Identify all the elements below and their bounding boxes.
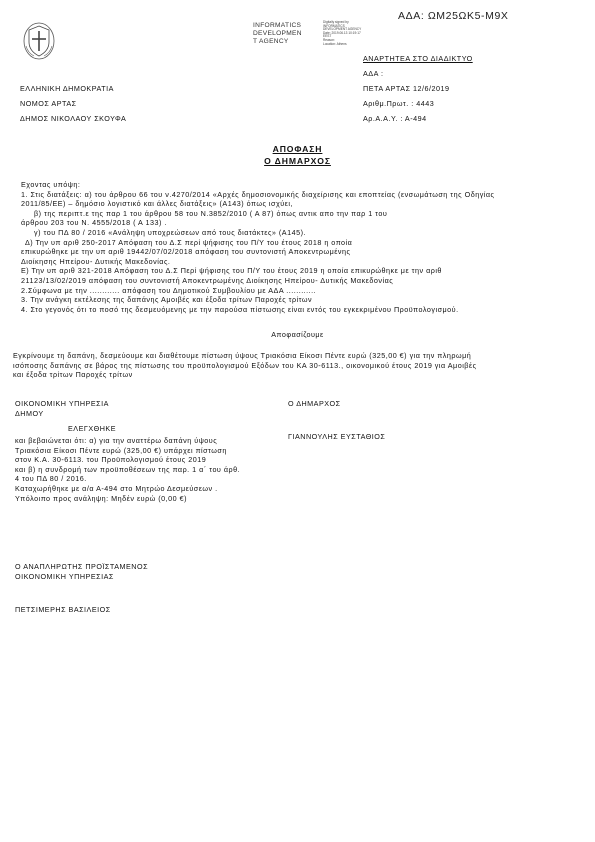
mayor-role: Ο ΔΗΜΑΡΧΟΣ: [288, 399, 341, 408]
stamp-detail-line: DEVELOPMENT AGENCY: [323, 27, 362, 32]
country-line: ΕΛΛΗΝΙΚΗ ΔΗΜΟΚΡΑΤΙΑ: [20, 84, 114, 93]
publish-online-label: ΑΝΑΡΤΗΤΕΑ ΣΤΟ ΔΙΑΔΙΚΤΥΟ: [363, 54, 473, 63]
checked-label: ΕΛΕΓΧΘΗΚΕ: [68, 424, 117, 433]
consideration-line: β) της περιπτ.ε της παρ 1 του άρθρου 58 του Ν.3852/2010 ( Α 87) όπως αντικ απο την παρ 1 του: [34, 208, 388, 218]
deputy-head-service: ΟΙΚΟΝΟΜΙΚΗ ΥΠΗΡΕΣΙΑΣ: [15, 572, 114, 581]
ada-field: ΑΔΑ :: [363, 69, 384, 78]
consideration-line: 1. Στις διατάξεις: α) του άρθρου 66 του ν.4270/2014 «Αρχές δημοσιονομικής διαχείρισης και εποπτείας (ενσωμάτωση της Οδηγίας: [21, 189, 495, 199]
document-title: ΑΠΟΦΑΣΗ: [272, 144, 323, 154]
consideration-line: επικυρώθηκε με την υπ αριθ 19442/07/02/2018 απόφαση του συντονιστή Αποκεντρωμένης: [21, 247, 351, 257]
considerations-intro: Εχοντας υπόψη:: [21, 180, 81, 189]
prefecture-line: ΝΟΜΟΣ ΑΡΤΑΣ: [20, 99, 77, 108]
decision-line: και έξοδα τρίτων Παροχές τρίτων: [13, 370, 133, 380]
consideration-line: 4. Στο γεγονός ότι το ποσό της δεσμευόμενης με την παρούσα πίστωσης είναι εντός του εγκεκριμένου Προϋπολογισμού.: [21, 304, 459, 314]
stamp-line: T AGENCY: [253, 38, 289, 46]
deputy-head-block: [15, 562, 148, 582]
decision-line: ισόποσης δαπάνης σε βάρος της πίστωσης του προϋπολογισμού Εξόδων του ΚΑ 30-6113., οικονομικού έτους 2019 για Αμοιβές: [13, 360, 477, 370]
stamp-detail-line: Date: 2019.06.13 10:19:17: [323, 30, 361, 35]
consideration-line: 2011/85/ΕΕ) – δημόσιο λογιστικό και άλλες διατάξεις» (Α143) όπως ισχύει,: [21, 199, 293, 209]
financial-service-label: ΟΙΚΟΝΟΜΙΚΗ ΥΠΗΡΕΣΙΑ: [15, 399, 109, 408]
consideration-line: 3. Την ανάγκη εκτέλεσης της δαπάνης Αμοιβές και έξοδα τρίτων Παροχές τρίτων: [21, 295, 313, 305]
financial-service-heading: [15, 399, 109, 419]
stamp-details: [323, 21, 361, 46]
stamp-detail-line: Digitally signed by: [323, 20, 349, 24]
consideration-line: γ) του ΠΔ 80 / 2016 «Ανάληψη υποχρεώσεων από τους διατάκτες» (Α145).: [34, 227, 306, 237]
consideration-line: Δ) Την υπ αριθ 250-2017 Απόφαση του Δ.Σ περί ψήφισης του Π/Υ του έτους 2018 η οποία: [25, 237, 353, 247]
stamp-detail-line: EEST: [323, 34, 332, 39]
protocol-number: Αριθμ.Πρωτ. : 4443: [363, 99, 435, 108]
decide-heading: Αποφασίζουμε: [271, 330, 324, 339]
financial-check-block: [15, 436, 240, 503]
mayor-name: ΓΙΑΝΝΟΥΛΗΣ ΕΥΣΤΑΘΙΟΣ: [288, 432, 386, 441]
check-line: Καταχωρήθηκε με α/α Α-494 στο Μητρώο Δεσμεύσεων .: [15, 483, 218, 493]
aay-number: Αρ.Α.Α.Υ. : Α-494: [363, 114, 427, 123]
stamp-line: INFORMATICS: [253, 22, 302, 29]
ada-code: ΑΔΑ: ΩΜ25ΩΚ5-Μ9Χ: [398, 10, 509, 22]
stamp-name: [253, 22, 302, 47]
header-right: [363, 66, 450, 126]
decision-block: [13, 351, 477, 380]
consideration-line: Ε) Την υπ αριθ 321-2018 Απόφαση του Δ.Σ Περί ψήφισης του Π/Υ του έτους 2019 η οποία επικυρώθηκε με την αριθ: [21, 266, 442, 276]
deputy-head-name: ΠΕΤΣΙΜΕΡΗΣ ΒΑΣΙΛΕΙΟΣ: [15, 605, 111, 614]
stamp-detail-line: Location: Athens: [323, 41, 347, 46]
header-left: [20, 81, 126, 126]
consideration-line: 21123/13/02/2019 απόφαση του συντονιστή Αποκεντρωμένης Διοίκησης Ηπείρου- Δυτικής Μακεδονίας: [21, 275, 394, 285]
greek-emblem-icon: [22, 20, 56, 62]
date-line: ΠΕΤΑ ΑΡΤΑΣ 12/6/2019: [363, 84, 450, 93]
stamp-detail-line: Reason:: [323, 37, 335, 42]
consideration-line: Διοίκησης Ηπείρου- Δυτικής Μακεδονίας.: [21, 256, 171, 266]
decision-line: Εγκρίνουμε τη δαπάνη, δεσμεύουμε και διαθέτουμε πίστωση ύψους Τριακόσια Είκοσι Πέντε ευρώ (325,00 €) για την πληρωμή: [13, 351, 472, 360]
deputy-head-role: Ο ΑΝΑΠΛΗΡΩΤΗΣ ΠΡΟΪΣΤΑΜΕΝΟΣ: [15, 562, 149, 571]
check-line: στον Κ.Α. 30-6113. του Προϋπολογισμού έτους 2019: [15, 455, 207, 465]
document-subtitle: Ο ΔΗΜΑΡΧΟΣ: [264, 156, 331, 166]
check-line: 4 του ΠΔ 80 / 2016.: [15, 474, 87, 484]
considerations-block: [21, 180, 495, 314]
consideration-line: 2.Σύμφωνα με την ............ απόφαση του Δημοτικού Συμβουλίου με ΑΔΑ ............: [21, 285, 317, 295]
municipality-label: ΔΗΜΟΥ: [15, 409, 44, 418]
check-line: Τριακόσια Είκοσι Πέντε ευρώ (325,00 €) υπάρχει πίστωση: [15, 445, 227, 455]
check-line: και β) η συνδρομή των προϋποθέσεων της παρ. 1 α΄ του άρθ.: [15, 464, 241, 474]
check-line: και βεβαιώνεται ότι: α) για την αναττέρω δαπάνη ύψους: [15, 436, 218, 445]
stamp-detail-line: INFORMATICS: [323, 23, 345, 28]
consideration-line: άρθρου 203 του Ν. 4555/2018 ( Α 133) .: [21, 218, 167, 228]
check-line: Υπόλοιπο προς ανάληψη: Μηδέν ευρώ (0,00 €): [15, 493, 188, 503]
municipality-line: ΔΗΜΟΣ ΝΙΚΟΛΑΟΥ ΣΚΟΥΦΑ: [20, 114, 127, 123]
stamp-line: DEVELOPMEN: [253, 30, 302, 38]
